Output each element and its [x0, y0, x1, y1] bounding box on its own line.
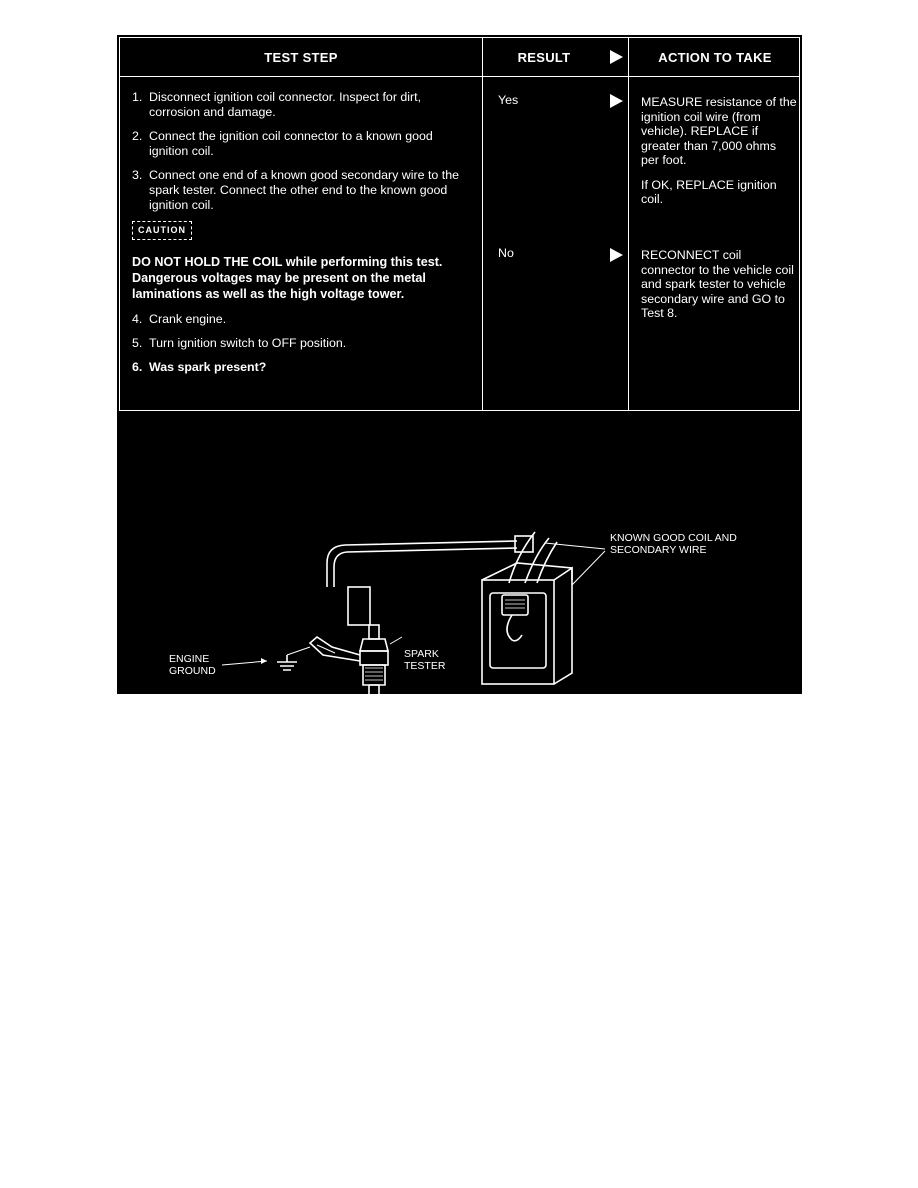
step-3: 3. Connect one end of a known good secondary wire to the spark tester. Connect the other end to the known good ignition coil. [132, 168, 459, 212]
action-yes-measure: MEASURE resistance of the ignition coil wire (from vehicle). REPLACE if greater than 7,000 ohms per foot. [641, 95, 797, 167]
wire-boot-tester [348, 587, 370, 625]
action-yes-replace: If OK, REPLACE ignition coil. [641, 177, 777, 206]
result-yes: Yes [498, 93, 519, 107]
test-steps [132, 90, 472, 384]
header-action: ACTION TO TAKE [658, 49, 772, 65]
ground-label-leader [222, 661, 267, 665]
header-result: RESULT [517, 49, 571, 65]
result-no: No [498, 246, 514, 260]
header-arrow-icon [610, 50, 623, 64]
engine-ground-label: ENGINE GROUND [169, 653, 216, 677]
diagnostic-test-panel [117, 35, 802, 694]
step-6: 6. Was spark present? [132, 360, 267, 374]
caution-warning: DO NOT HOLD THE COIL while performing this test. Dangerous voltages may be present on the metal laminations as well as the high voltage tower. [132, 255, 443, 301]
test-table [119, 37, 800, 411]
column-divider-2 [628, 38, 629, 410]
step-2: 2. Connect the ignition coil connector to a known good ignition coil. [132, 129, 433, 158]
caution-badge: CAUTION [132, 221, 192, 240]
action-yes [641, 95, 797, 217]
action-no-reconnect: RECONNECT coil connector to the vehicle coil and spark tester to vehicle secondary wire and GO to Test 8. [641, 248, 794, 320]
tester-label-leader [390, 637, 402, 644]
result-no-arrow-icon [610, 248, 623, 262]
step-5: 5. Turn ignition switch to OFF position. [132, 336, 347, 350]
column-divider-1 [482, 38, 483, 410]
step-1: 1. Disconnect ignition coil connector. Inspect for dirt, corrosion and damage. [132, 90, 422, 119]
ground-clip [310, 637, 360, 661]
action-no [641, 248, 797, 331]
spark-tester-illustration [117, 415, 802, 694]
coil-label: KNOWN GOOD COIL AND SECONDARY WIRE [610, 532, 737, 556]
header-test-step: TEST STEP [264, 49, 338, 65]
spark-tester-label: SPARK TESTER [404, 648, 446, 672]
ground-icon [277, 655, 297, 670]
result-yes-arrow-icon [610, 94, 623, 108]
step-4: 4. Crank engine. [132, 312, 227, 326]
coil-tower [502, 595, 528, 615]
spark-tester-body [360, 639, 388, 651]
header-divider [120, 76, 799, 77]
